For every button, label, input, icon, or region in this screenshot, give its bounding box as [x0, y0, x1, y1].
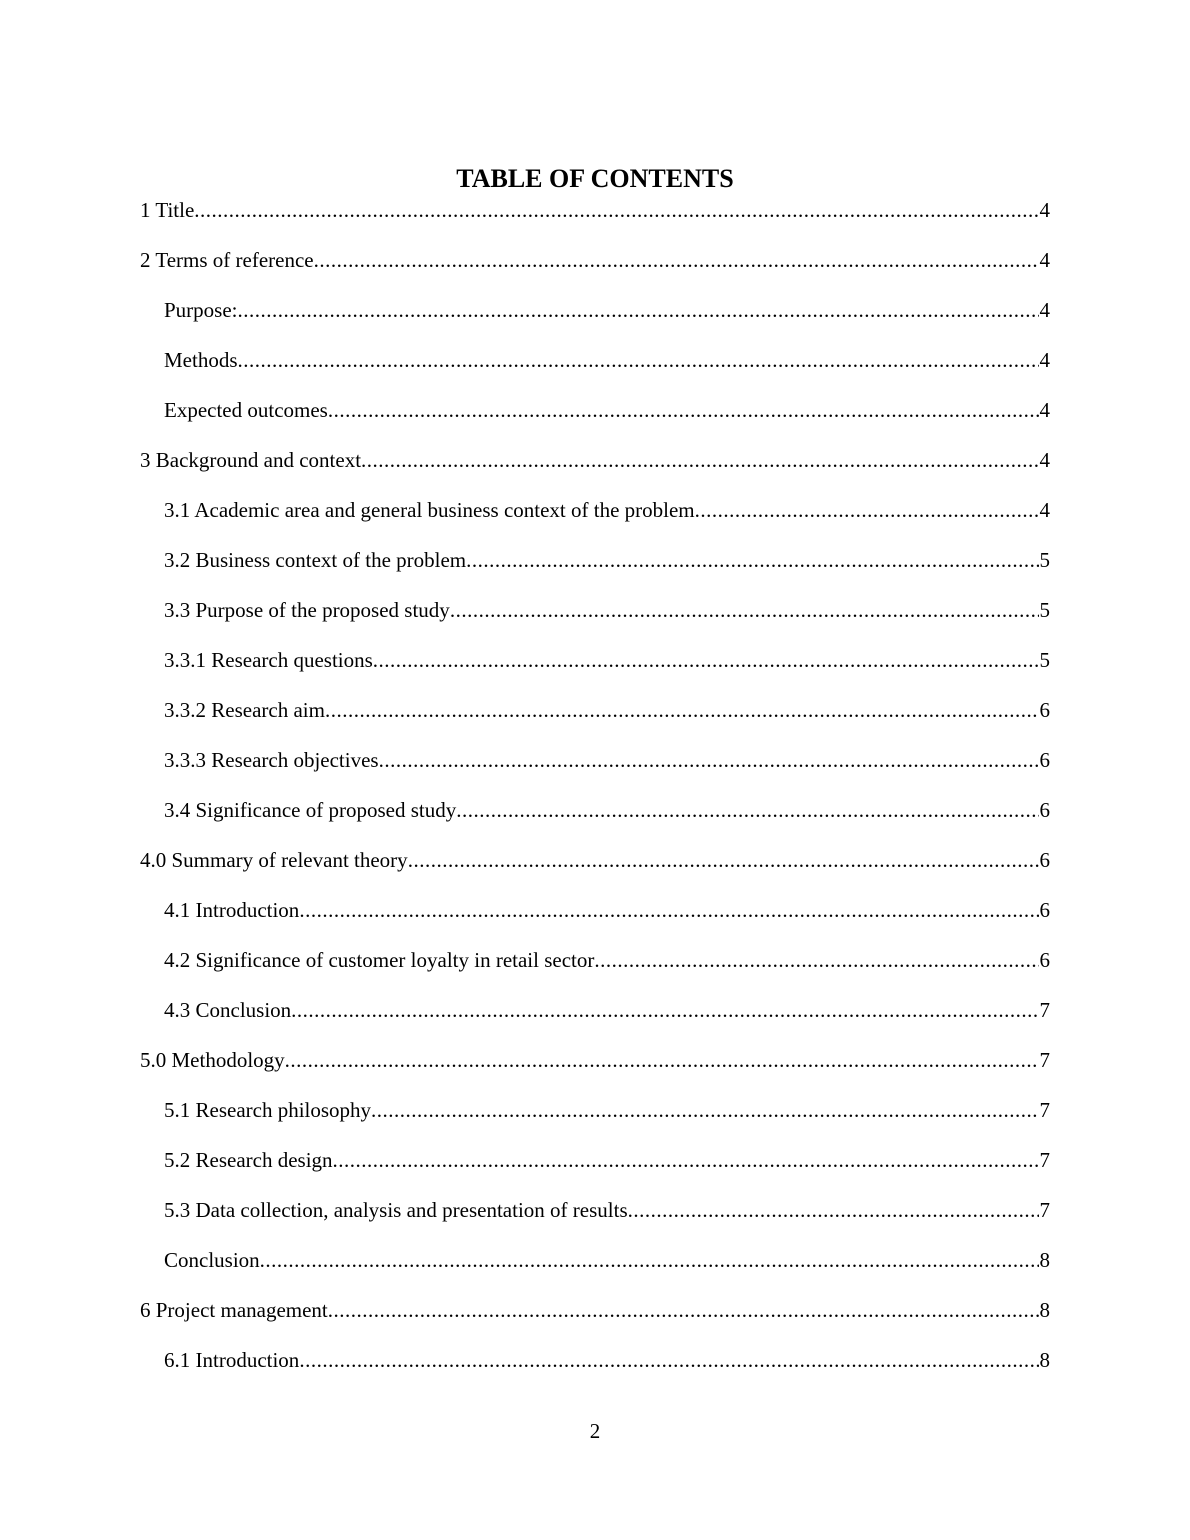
toc-entry-page-number: 4 [1039, 198, 1050, 222]
toc-entry[interactable] [140, 445, 1050, 495]
toc-entry-page-number: 8 [1039, 1298, 1050, 1322]
toc-dot-leader [328, 1295, 1039, 1325]
toc-entry[interactable] [140, 545, 1050, 595]
toc-entry-label: 3.3.1 Research questions [164, 648, 373, 672]
toc-entry-label: 3.3.2 Research aim [164, 698, 325, 722]
toc-entry-label: 1 Title [140, 198, 195, 222]
toc-entry-label: 3.3.3 Research objectives [164, 748, 379, 772]
toc-entry-page-number: 6 [1039, 748, 1050, 772]
toc-dot-leader [628, 1195, 1039, 1225]
toc-dot-leader [260, 1245, 1039, 1275]
toc-dot-leader [299, 895, 1038, 925]
toc-dot-leader [371, 1095, 1038, 1125]
toc-dot-leader [238, 295, 1039, 325]
toc-dot-leader [325, 695, 1039, 725]
toc-entry-label: 6 Project management [140, 1298, 328, 1322]
toc-entry[interactable] [140, 845, 1050, 895]
toc-entry-label: Purpose: [164, 298, 238, 322]
toc-entry[interactable] [140, 895, 1050, 945]
toc-entry-label: 5.0 Methodology [140, 1048, 285, 1072]
toc-entry[interactable] [140, 245, 1050, 295]
toc-entry[interactable] [140, 1345, 1050, 1395]
toc-dot-leader [450, 595, 1039, 625]
toc-entry-page-number: 8 [1039, 1348, 1050, 1372]
toc-entry-label: 5.3 Data collection, analysis and presentation of results [164, 1198, 628, 1222]
toc-entry-page-number: 6 [1039, 798, 1050, 822]
toc-entry[interactable] [140, 1295, 1050, 1345]
toc-entry[interactable] [140, 1145, 1050, 1195]
toc-entry-page-number: 4 [1039, 398, 1050, 422]
toc-dot-leader [328, 395, 1039, 425]
toc-dot-leader [194, 195, 1038, 225]
toc-entry-page-number: 7 [1039, 1198, 1050, 1222]
toc-entry[interactable] [140, 1045, 1050, 1095]
toc-entry[interactable] [140, 945, 1050, 995]
toc-dot-leader [285, 1045, 1039, 1075]
toc-dot-leader [379, 745, 1039, 775]
toc-entry[interactable] [140, 295, 1050, 345]
page-number: 2 [589, 1419, 601, 1443]
toc-entry-label: 4.3 Conclusion [164, 998, 292, 1022]
toc-entry[interactable] [140, 345, 1050, 395]
toc-entry-page-number: 5 [1039, 598, 1050, 622]
toc-dot-leader [594, 945, 1038, 975]
toc-dot-leader [466, 545, 1038, 575]
toc-entry[interactable] [140, 995, 1050, 1045]
toc-dot-leader [373, 645, 1039, 675]
toc-entry-label: 5.2 Research design [164, 1148, 333, 1172]
toc-entry[interactable] [140, 745, 1050, 795]
toc-entry-label: 4.0 Summary of relevant theory [140, 848, 408, 872]
toc-entry-page-number: 6 [1039, 948, 1050, 972]
toc-dot-leader [314, 245, 1039, 275]
table-of-contents [140, 195, 1050, 1395]
toc-entry-label: 3.1 Academic area and general business context of the problem [164, 498, 695, 522]
toc-entry-page-number: 4 [1039, 248, 1050, 272]
toc-entry-page-number: 7 [1039, 1048, 1050, 1072]
toc-entry-label: 3.2 Business context of the problem [164, 548, 467, 572]
toc-entry-label: 3.4 Significance of proposed study [164, 798, 457, 822]
toc-entry-label: Conclusion [164, 1248, 260, 1272]
toc-entry-label: 4.1 Introduction [164, 898, 300, 922]
toc-dot-leader [695, 495, 1039, 525]
toc-heading: TABLE OF CONTENTS [456, 164, 734, 193]
toc-entry[interactable] [140, 395, 1050, 445]
toc-entry-label: 3.3 Purpose of the proposed study [164, 598, 450, 622]
toc-entry[interactable] [140, 695, 1050, 745]
toc-entry[interactable] [140, 1095, 1050, 1145]
toc-entry-page-number: 6 [1039, 898, 1050, 922]
toc-entry-label: Expected outcomes [164, 398, 328, 422]
toc-entry[interactable] [140, 1245, 1050, 1295]
toc-entry-label: 2 Terms of reference [140, 248, 314, 272]
toc-dot-leader [299, 1345, 1038, 1375]
toc-dot-leader [333, 1145, 1039, 1175]
toc-entry-page-number: 7 [1039, 1098, 1050, 1122]
toc-entry-page-number: 6 [1039, 698, 1050, 722]
toc-entry-label: 6.1 Introduction [164, 1348, 300, 1372]
toc-entry-label: 5.1 Research philosophy [164, 1098, 372, 1122]
toc-entry-page-number: 5 [1039, 648, 1050, 672]
toc-entry-page-number: 6 [1039, 848, 1050, 872]
toc-dot-leader [238, 345, 1039, 375]
toc-entry[interactable] [140, 595, 1050, 645]
toc-dot-leader [456, 795, 1038, 825]
toc-entry-page-number: 5 [1039, 548, 1050, 572]
toc-entry-page-number: 8 [1039, 1248, 1050, 1272]
toc-entry-page-number: 4 [1039, 448, 1050, 472]
toc-entry[interactable] [140, 1195, 1050, 1245]
toc-entry-label: 3 Background and context [140, 448, 362, 472]
toc-dot-leader [408, 845, 1039, 875]
toc-entry-label: 4.2 Significance of customer loyalty in retail sector [164, 948, 595, 972]
toc-entry-label: Methods [164, 348, 238, 372]
toc-entry[interactable] [140, 495, 1050, 545]
toc-dot-leader [291, 995, 1038, 1025]
toc-entry[interactable] [140, 795, 1050, 845]
toc-entry[interactable] [140, 195, 1050, 245]
toc-entry-page-number: 7 [1039, 998, 1050, 1022]
toc-entry-page-number: 4 [1039, 348, 1050, 372]
toc-entry[interactable] [140, 645, 1050, 695]
toc-entry-page-number: 4 [1039, 298, 1050, 322]
toc-dot-leader [361, 445, 1038, 475]
toc-entry-page-number: 7 [1039, 1148, 1050, 1172]
toc-entry-page-number: 4 [1039, 498, 1050, 522]
